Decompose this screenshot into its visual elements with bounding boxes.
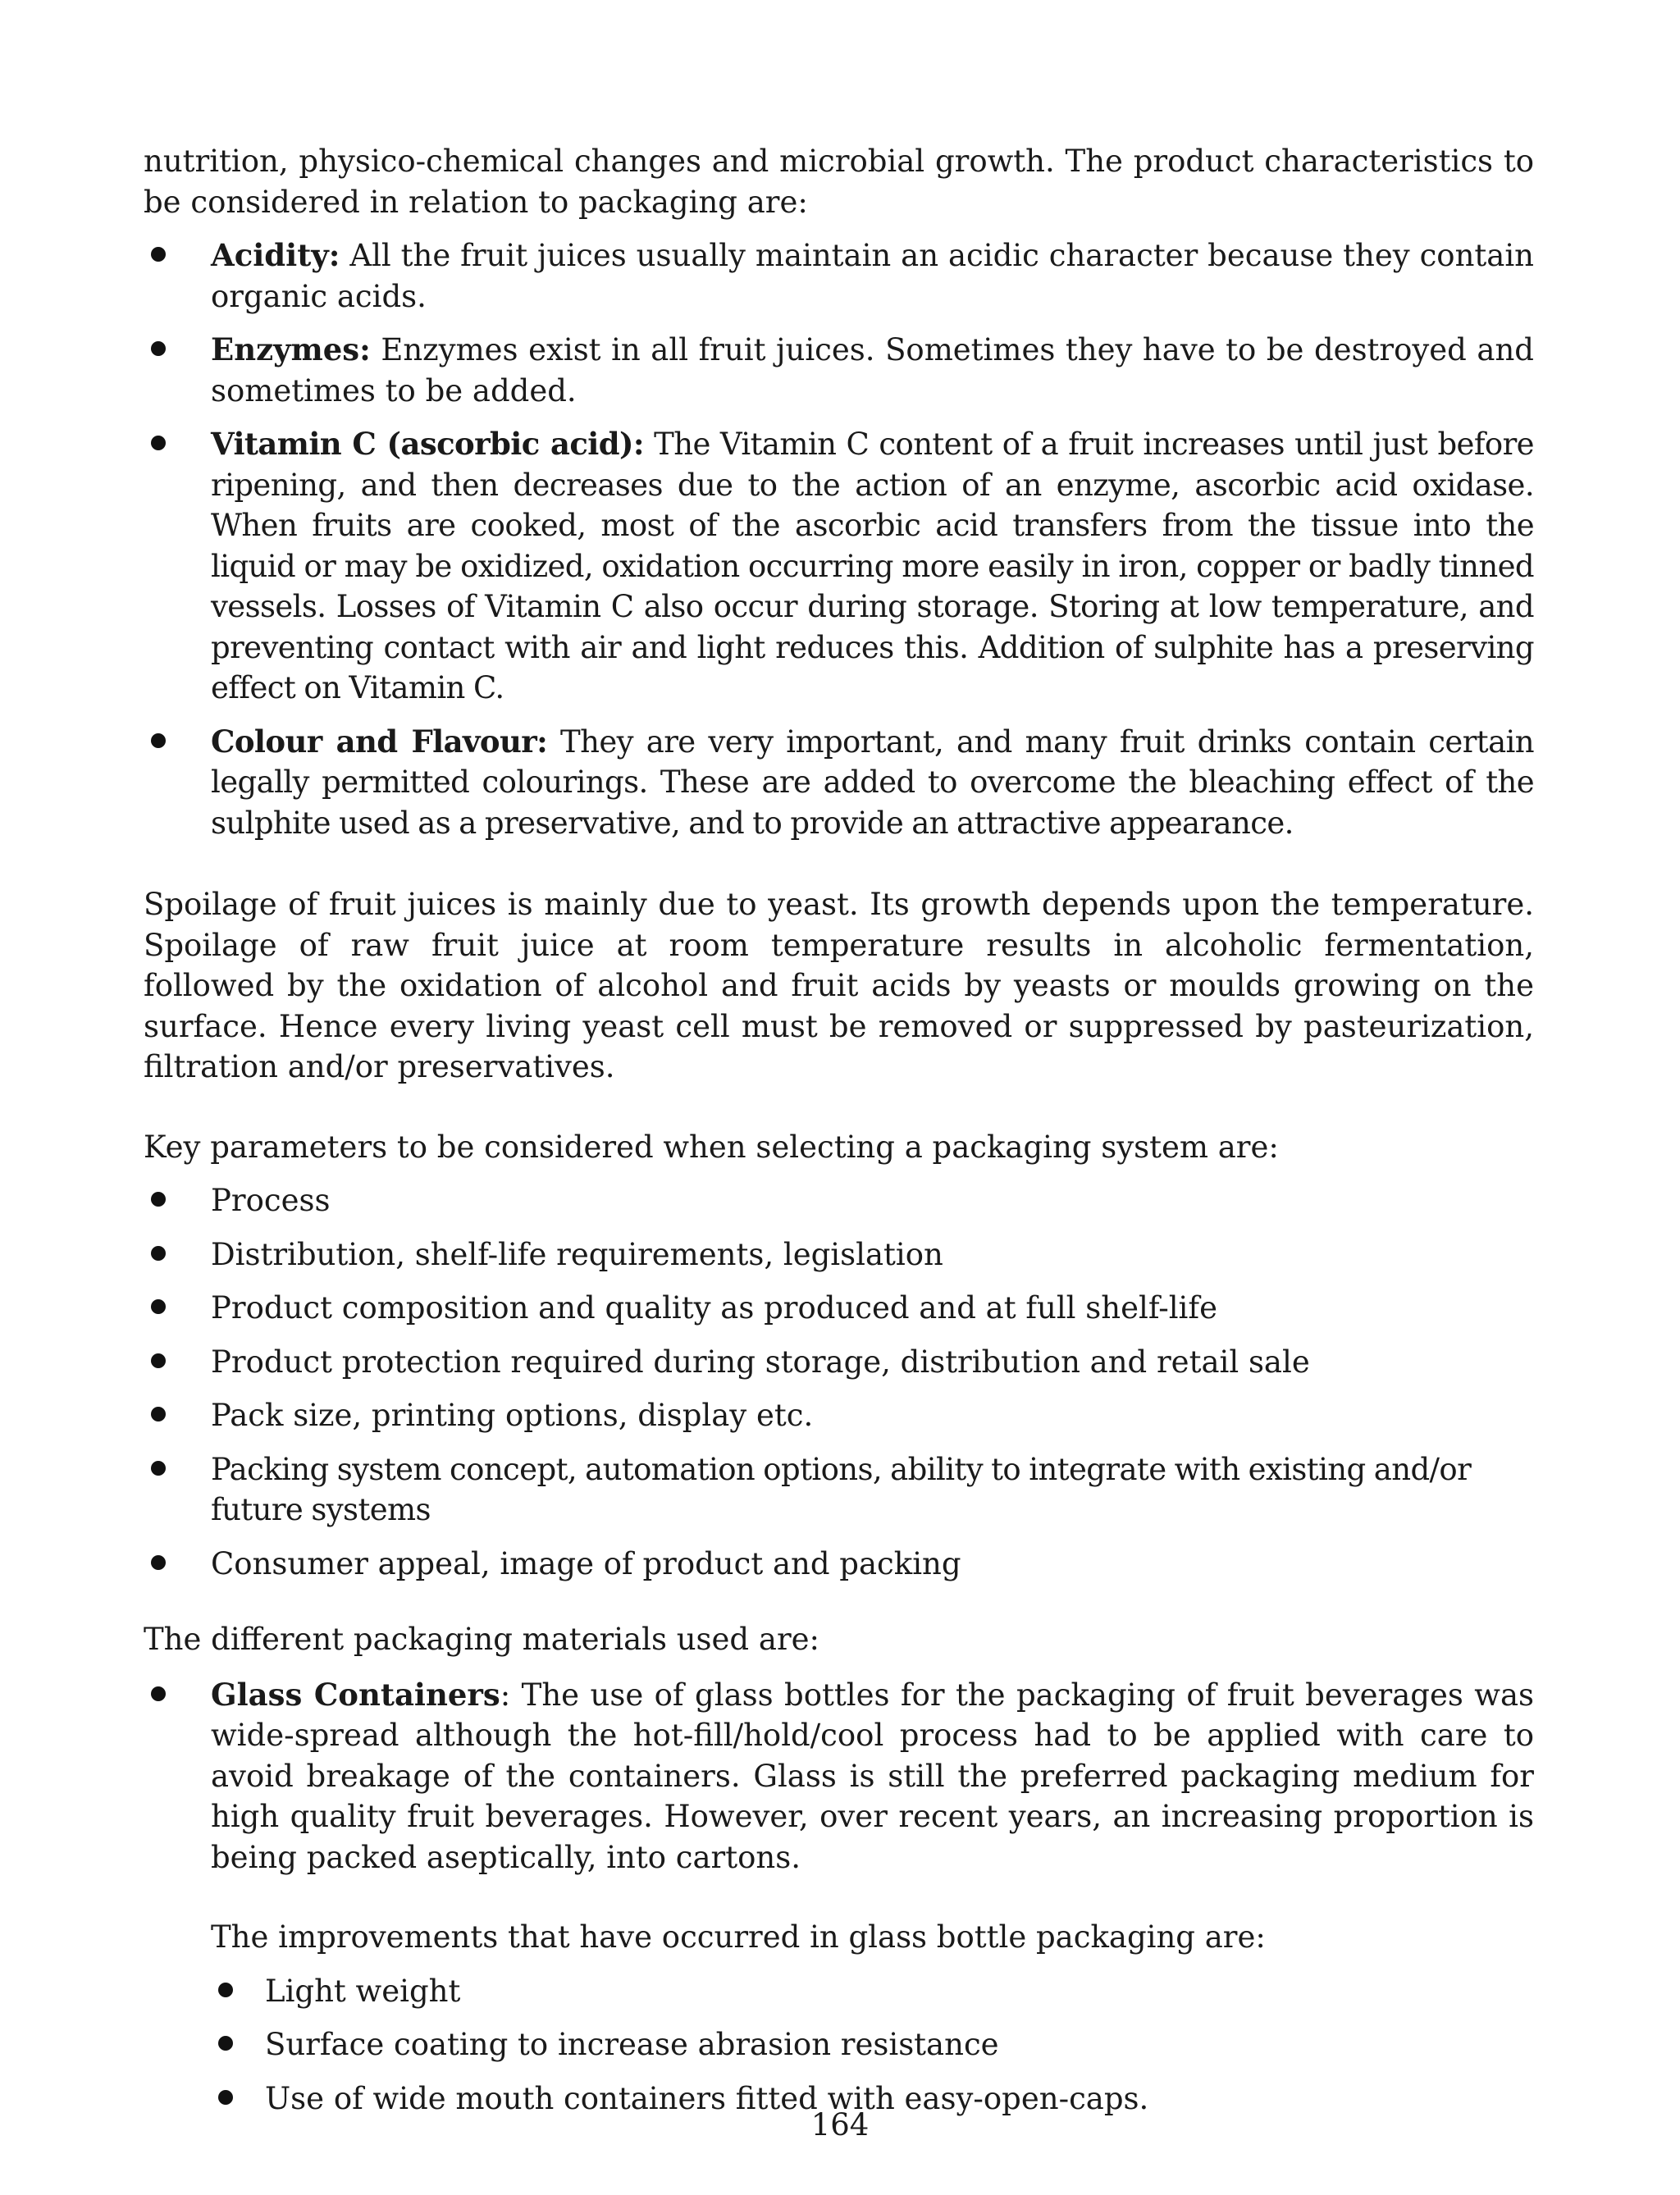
list-item	[144, 235, 1534, 317]
list-item: Distribution, shelf-life requirements, legislation	[144, 1234, 1534, 1275]
list-item: Product composition and quality as produced and at full shelf-life	[144, 1288, 1534, 1329]
list-item: Use of wide mouth containers fitted with easy-open-caps.	[211, 2079, 1534, 2120]
key-parameters-intro: Key parameters to be considered when selecting a packaging system are:	[144, 1129, 1279, 1165]
item-text: All the fruit juices usually maintain an acidic character because they contain organic acids.	[211, 238, 1534, 314]
intro-paragraph: nutrition, physico-chemical changes and microbial growth. The product characteristics to be considered in relation to packaging are:	[144, 144, 1534, 220]
document-page	[144, 141, 1534, 2119]
list-item	[144, 330, 1534, 411]
bullet-icon	[151, 733, 166, 748]
term-enzymes: Enzymes:	[211, 331, 371, 367]
list-item: Surface coating to increase abrasion resistance	[211, 2024, 1534, 2065]
term-colour-flavour: Colour and Flavour:	[211, 723, 548, 760]
spoilage-paragraph: Spoilage of fruit juices is mainly due to yeast. Its growth depends upon the temperature. Spoilage of raw fruit juice at room temperature results in alcoholic fermentation, followed by the oxidation of alcohol and fruit acids by yeasts or moulds growing on the surface. Hence every living yeast cell must be removed or suppressed by pasteurization, filtration and/or preservatives.	[144, 887, 1534, 1084]
term-acidity: Acidity:	[211, 237, 340, 273]
characteristics-list	[144, 235, 1534, 843]
bullet-icon	[218, 1983, 233, 1997]
bullet-icon	[151, 1461, 166, 1476]
materials-intro: The different packaging materials used are:	[144, 1622, 819, 1657]
term-glass-containers: Glass Containers	[211, 1676, 500, 1713]
bullet-icon	[151, 1686, 166, 1701]
bullet-icon	[151, 247, 166, 262]
bullet-icon	[151, 1555, 166, 1570]
term-vitamin-c: Vitamin C (ascorbic acid):	[211, 426, 644, 462]
list-item	[144, 722, 1534, 844]
bullet-icon	[151, 1299, 166, 1314]
list-item: Light weight	[211, 1971, 1534, 2012]
item-text: : The use of glass bottles for the packaging of fruit beverages was wide-spread although the hot-fill/hold/cool process had to be applied with care to avoid breakage of the containers. Glass is still the preferred packaging medium for high quality fruit beverages. However, over recent years, an increasing proportion is being packed aseptically, into cartons.	[211, 1677, 1535, 1875]
bullet-icon	[151, 436, 166, 450]
glass-improvements-intro: The improvements that have occurred in glass bottle packaging are:	[211, 1919, 1266, 1955]
item-text: The Vitamin C content of a fruit increases until just before ripening, and then decreases due to the action of an enzyme, ascorbic acid oxidase. When fruits are cooked, most of the ascorbic acid transfers from the tissue into the liquid or may be oxidized, oxidation occurring more easily in iron, copper or badly tinned vessels. Losses of Vitamin C also occur during storage. Storing at low temperature, and preventing contact with air and light reduces this. Addition of sulphite has a preserving effect on Vitamin C.	[211, 427, 1534, 705]
item-text: They are very important, and many fruit drinks contain certain legally permitted colourings. These are added to overcome the bleaching effect of the sulphite used as a preservative, and to provide an attractive appearance.	[211, 723, 1534, 841]
list-item	[144, 1675, 1534, 2120]
glass-improvements-list	[211, 1971, 1534, 2120]
list-item: Consumer appeal, image of product and packing	[144, 1544, 1534, 1585]
bullet-icon	[151, 1407, 166, 1422]
bullet-icon	[151, 1246, 166, 1261]
list-item: Product protection required during storage, distribution and retail sale	[144, 1342, 1534, 1383]
bullet-icon	[218, 2036, 233, 2051]
list-item: Pack size, printing options, display etc.	[144, 1395, 1534, 1436]
materials-list	[144, 1675, 1534, 2120]
bullet-icon	[151, 1192, 166, 1207]
item-text: Enzymes exist in all fruit juices. Sometimes they have to be destroyed and sometimes to be added.	[211, 332, 1534, 408]
bullet-icon	[218, 2090, 233, 2105]
bullet-icon	[151, 341, 166, 356]
bullet-icon	[151, 1353, 166, 1368]
key-parameters-list	[144, 1180, 1534, 1584]
list-item	[144, 424, 1534, 709]
list-item: Packing system concept, automation options, ability to integrate with existing and/or future systems	[144, 1449, 1534, 1531]
page-number: 164	[810, 2107, 870, 2143]
list-item: Process	[144, 1180, 1534, 1221]
